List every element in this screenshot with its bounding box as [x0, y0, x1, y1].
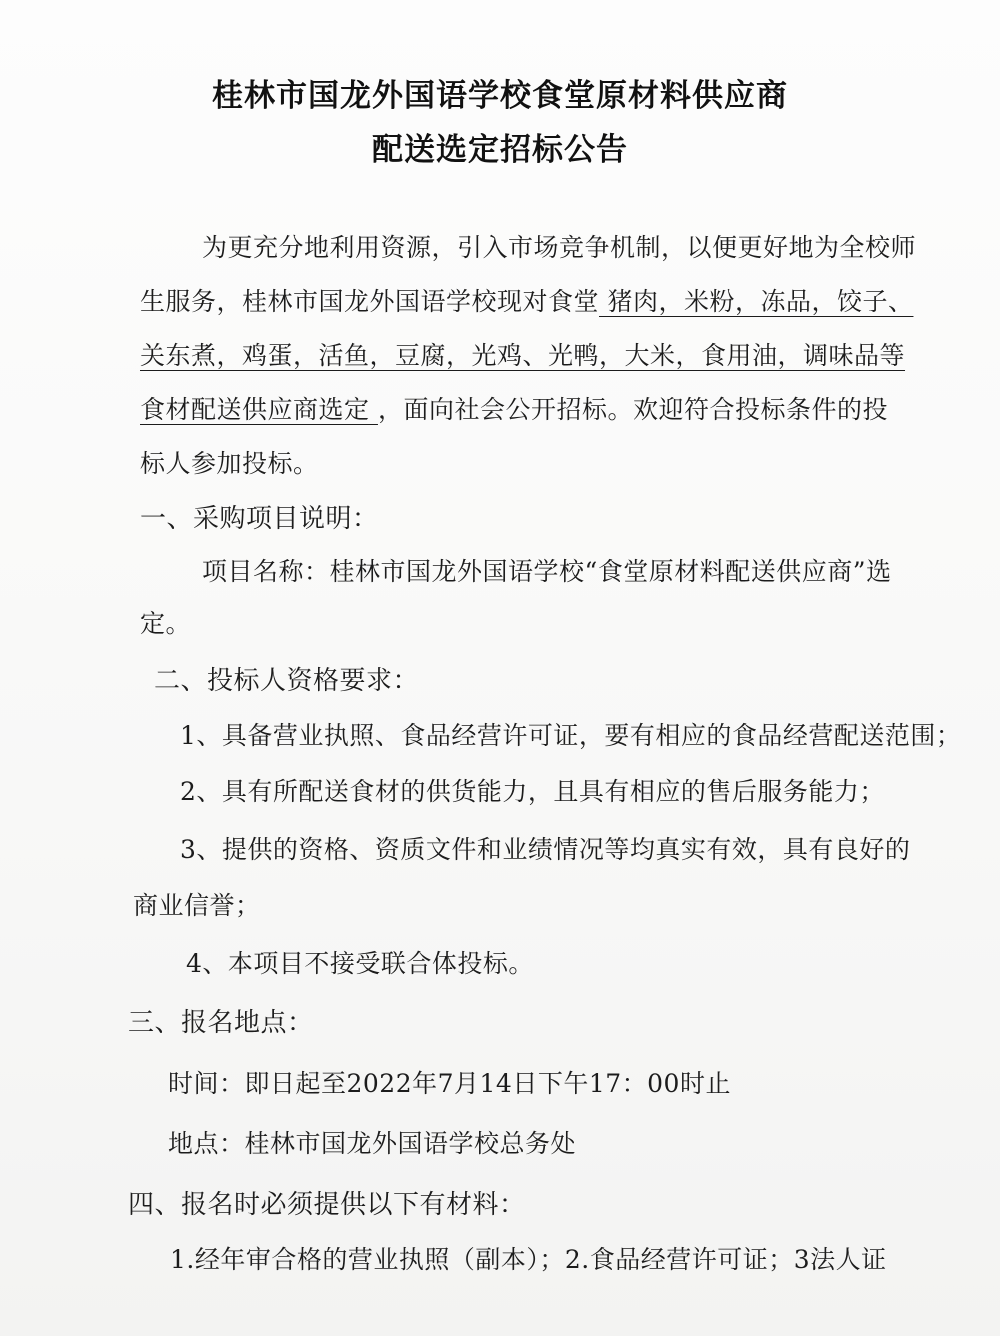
intro-underlined-items-3: 食材配送供应商选定	[140, 395, 378, 424]
document-title-line2: 配送选定招标公告	[372, 132, 628, 168]
section2-heading: 二、投标人资格要求：	[154, 666, 420, 696]
section2-item-1: 1、具备营业执照、食品经营许可证，要有相应的食品经营配送范围；	[180, 721, 962, 750]
section2-item-3: 3、提供的资格、资质文件和业绩情况等均真实有效，具有良好的	[180, 835, 911, 864]
section2-item-2: 2、具有所配送食材的供货能力，且具有相应的售后服务能力；	[180, 777, 885, 806]
section4-line-1: 1.经年审合格的营业执照（副本）；2.食品经营许可证；3法人证	[170, 1245, 887, 1274]
intro-line-2-text: 生服务，桂林市国龙外国语学校现对食堂	[140, 287, 600, 316]
intro-line-4-text: ，面向社会公开招标。欢迎符合投标条件的投	[377, 395, 888, 424]
section1-project-name-cont: 定。	[140, 609, 192, 638]
section1-project-name: 项目名称：桂林市国龙外国语学校“食堂原材料配送供应商”选	[202, 557, 892, 586]
section3-place: 地点：桂林市国龙外国语学校总务处	[168, 1129, 577, 1158]
section3-heading: 三、报名地点：	[128, 1008, 314, 1038]
intro-line-5: 标人参加投标。	[140, 449, 319, 478]
intro-line-2	[140, 282, 913, 318]
section3-time: 时间：即日起至2022年7月14日下午17：00时止	[168, 1069, 731, 1098]
intro-underlined-items-1: 猪肉，米粉，冻品，饺子、	[599, 287, 914, 316]
section2-item-4: 4、本项目不接受联合体投标。	[186, 949, 534, 978]
section1-heading: 一、采购项目说明：	[140, 504, 379, 534]
intro-line-4	[140, 390, 888, 426]
section2-item-3-cont: 商业信誉；	[133, 891, 261, 920]
document-title-line1: 桂林市国龙外国语学校食堂原材料供应商	[212, 78, 788, 114]
section4-heading: 四、报名时必须提供以下有材料：	[128, 1190, 526, 1220]
intro-underlined-items-2: 关东煮，鸡蛋，活鱼，豆腐，光鸡、光鸭，大米，食用油，调味品等	[140, 341, 906, 370]
intro-line-1: 为更充分地利用资源，引入市场竞争机制，以便更好地为全校师	[202, 233, 917, 262]
